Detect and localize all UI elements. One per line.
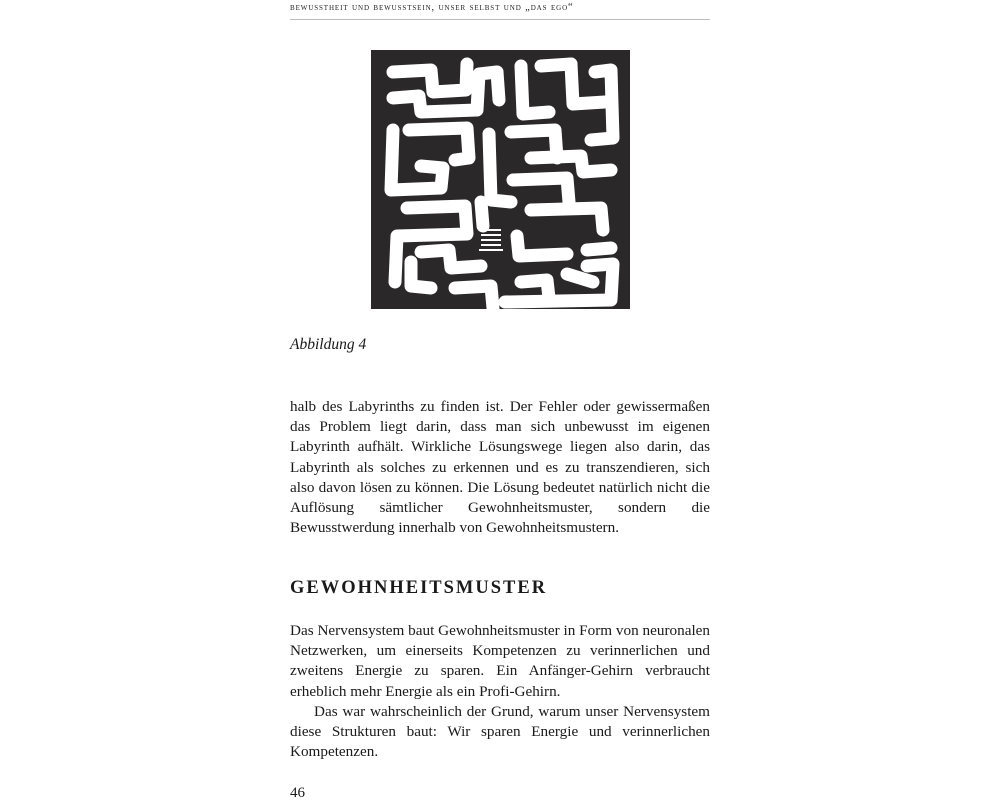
running-header: bewusstheit und bewusstsein, unser selbst und „das ego“ — [290, 2, 574, 13]
figure-caption: Abbildung 4 — [290, 336, 367, 353]
body-paragraph-3: Das war wahrscheinlich der Grund, warum unser Nervensystem diese Strukturen baut: Wir sparen Energie und verinnerlichen Kompetenzen. — [290, 703, 710, 761]
page-number: 46 — [290, 785, 305, 801]
labyrinth-illustration — [371, 50, 630, 309]
body-paragraph-1: halb des Labyrinths zu finden ist. Der Fehler oder gewissermaßen das Problem liegt darin, dass man sich unbewusst im eigenen Labyrinth aufhält. Wirkliche Lösungswege liegen also darin, das Labyrinth als solches zu erkennen und es zu transzendieren, sich also davon lösen zu können. Die Lösung bedeutet natürlich nicht die Auflösung sämtlicher Gewohnheitsmuster, sondern die Bewusstwerdung innerhalb von Gewohnheitsmustern. — [290, 398, 710, 537]
body-paragraph-2: Das Nervensystem baut Gewohnheitsmuster in Form von neuronalen Netzwerken, um einerseits Kompetenzen zu verinnerlichen und zweitens Energie zu sparen. Ein Anfänger-Gehirn verbraucht erheblich mehr Energie als ein Profi-Gehirn. — [290, 622, 710, 700]
book-page — [290, 0, 710, 800]
labyrinth-icon — [371, 50, 630, 309]
section-heading: GEWOHNHEITSMUSTER — [290, 578, 548, 598]
header-rule — [290, 19, 710, 20]
